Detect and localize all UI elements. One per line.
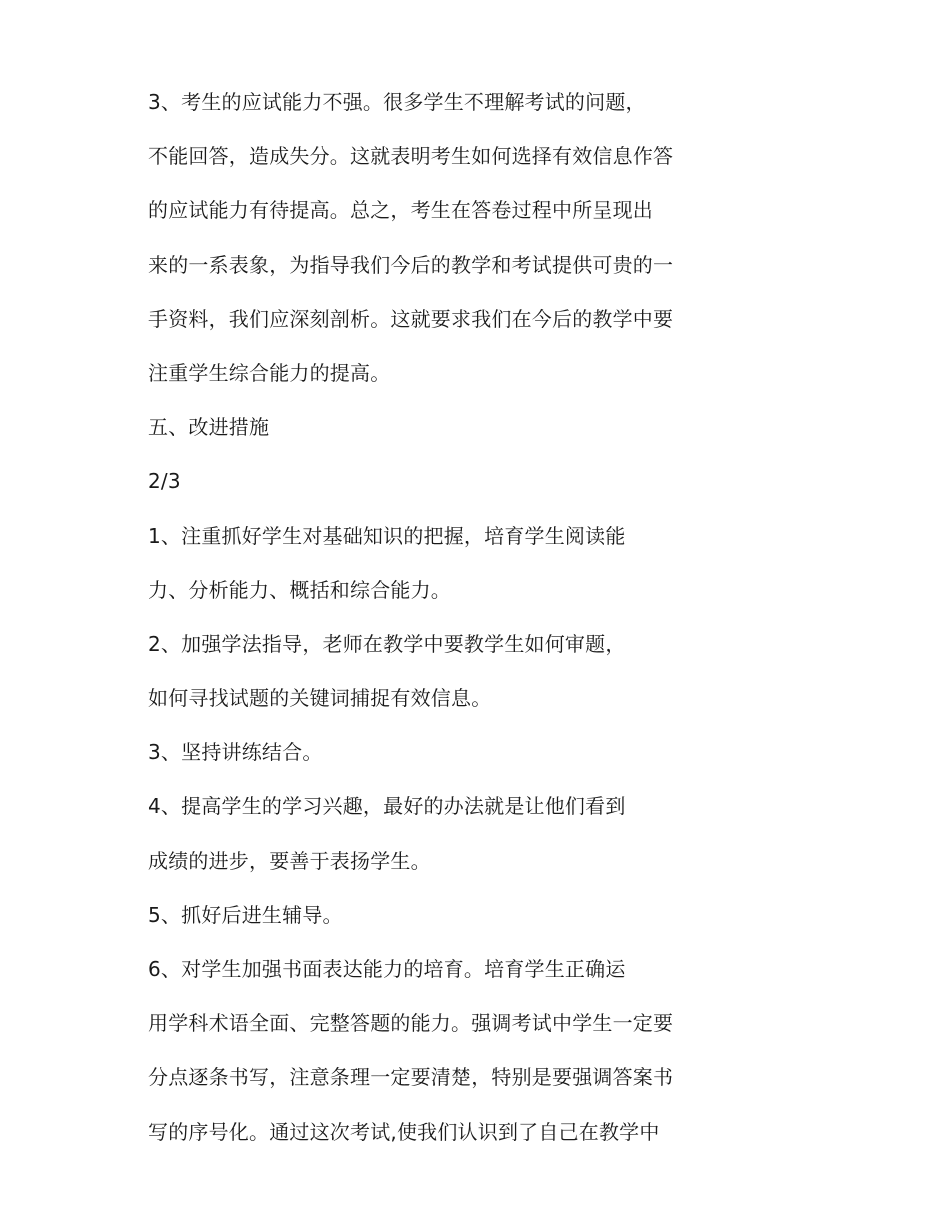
section-heading: 五、改进措施 (148, 415, 270, 440)
text-line: 2、加强学法指导，老师在教学中要教学生如何审题， (148, 631, 626, 656)
text-line: 不能回答，造成失分。这就表明考生如何选择有效信息作答 (148, 144, 674, 169)
text-line: 注重学生综合能力的提高。 (148, 360, 391, 385)
text-line: 5、抓好后进生辅导。 (148, 902, 343, 927)
document-body (148, 84, 708, 1168)
text-line: 写的序号化。通过这次考试,使我们认识到了自己在教学中 (148, 1119, 660, 1144)
text-line: 力、分析能力、概括和综合能力。 (148, 577, 451, 602)
text-line: 的应试能力有待提高。总之，考生在答卷过程中所呈现出 (148, 198, 653, 223)
text-line: 3、坚持讲练结合。 (148, 740, 323, 765)
text-line: 6、对学生加强书面表达能力的培育。培育学生正确运 (148, 957, 626, 981)
text-line: 手资料，我们应深刻剖析。这就要求我们在今后的教学中要 (148, 306, 674, 331)
text-line: 分点逐条书写，注意条理一定要清楚，特别是要强调答案书 (148, 1065, 674, 1090)
text-line: 用学科术语全面、完整答题的能力。强调考试中学生一定要 (148, 1011, 674, 1036)
text-line: 1、注重抓好学生对基础知识的把握，培育学生阅读能 (148, 523, 626, 548)
text-line: 4、提高学生的学习兴趣，最好的办法就是让他们看到 (148, 794, 626, 819)
page-number: 2/3 (148, 469, 181, 494)
text-line: 如何寻找试题的关键词捕捉有效信息。 (148, 686, 492, 711)
text-line: 3、考生的应试能力不强。很多学生不理解考试的问题， (148, 90, 646, 114)
text-line: 来的一系表象，为指导我们今后的教学和考试提供可贵的一 (148, 252, 674, 277)
text-line: 成绩的进步，要善于表扬学生。 (148, 848, 431, 873)
